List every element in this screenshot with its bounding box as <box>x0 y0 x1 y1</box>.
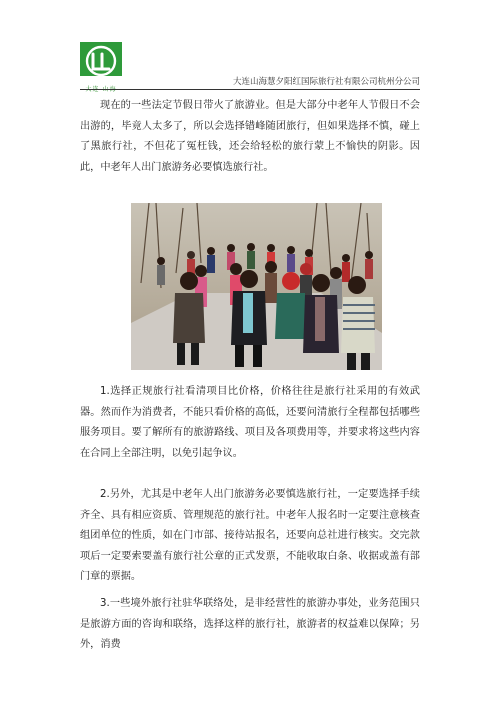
company-logo <box>80 42 122 84</box>
tourists-photo <box>131 203 382 370</box>
logo-icon <box>80 42 122 84</box>
tip-paragraph-1: 1.选择正规旅行社看清项目比价格，价格往往是旅行社采用的有效武器。然而作为消费者，不能只看价格的高低，还要问清旅行全程都包括哪些服务项目。要了解所有的旅游路线、项目及各项费用等，并要求将这些内容在合同上全部注明，以免引起争议。 <box>80 386 420 459</box>
header-divider <box>80 89 420 90</box>
tip-paragraph-3: 3.一些境外旅行社驻华联络处，是非经营性的旅游办事处，业务范围只是旅游方面的咨询和联络，选择这样的旅行社，旅游者的权益难以保障；另外，消费 <box>80 598 420 650</box>
intro-paragraph: 现在的一些法定节假日带火了旅游业。但是大部分中老年人节假日不会出游的，毕竟人太多了，所以会选择错峰随团旅行，但如果选择不慎，碰上了黑旅行社，不但花了冤枉钱，还会给轻松的旅行蒙上不愉快的阴影。因此，中老年人出门旅游务必要慎选旅行社。 <box>80 100 420 173</box>
crowd-photo-illustration <box>131 203 382 370</box>
page-header <box>80 42 420 92</box>
tip-paragraph-2: 2.另外，尤其是中老年人出门旅游务必要慎选旅行社，一定要选择手续齐全、具有相应资质、管理规范的旅行社。中老年人报名时一定要注意核查组团单位的性质，如在门市部、接待站报名，还要向总社进行核实。交完款项后一定要索要盖有旅行社公章的正式发票，不能收取白条、收据或盖有部门章的票据。 <box>80 489 420 582</box>
company-name: 大连山海慧夕阳红国际旅行社有限公司杭州分公司 <box>232 77 420 87</box>
logo-caption: 大连 山海 <box>85 86 117 93</box>
